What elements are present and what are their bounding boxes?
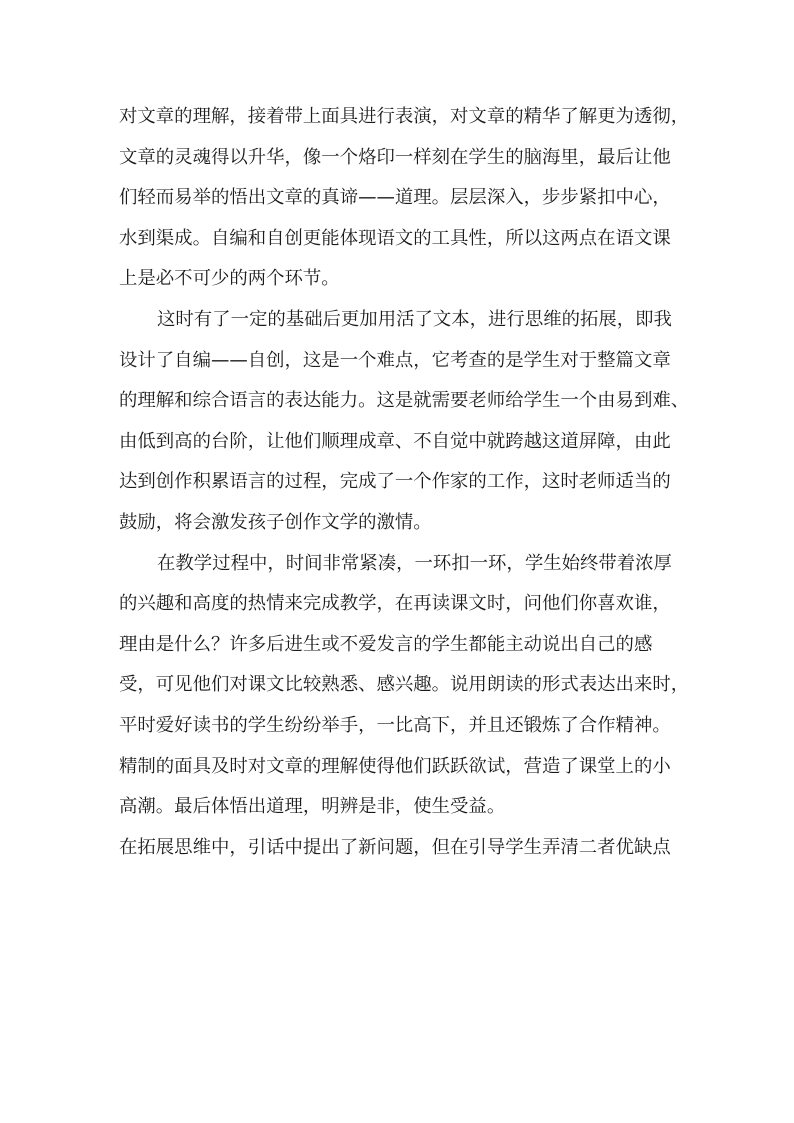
text-line: 设计了自编——自创，这是一个难点，它考查的是学生对于整篇文章 [119, 349, 671, 371]
text-line: 们轻而易举的悟出文章的真谛——道理。层层深入，步步紧扣中心， [119, 187, 671, 209]
paragraph-first-line: 这时有了一定的基础后更加用活了文本，进行思维的拓展，即我 [157, 308, 672, 330]
text-line: 高潮。最后体悟出道理，明辨是非，使生受益。 [119, 796, 506, 818]
text-line: 对文章的理解，接着带上面具进行表演，对文章的精华了解更为透彻， [119, 106, 690, 127]
text-line: 上是必不可少的两个环节。 [119, 268, 340, 290]
text-line: 的兴趣和高度的热情来完成教学，在再读课文时，问他们你喜欢谁， [119, 593, 671, 615]
paragraph-first-line: 在教学过程中，时间非常紧凑，一环扣一环，学生始终带着浓厚 [157, 552, 672, 574]
text-line: 鼓励，将会激发孩子创作文学的激情。 [119, 511, 432, 533]
text-line: 平时爱好读书的学生纷纷举手，一比高下，并且还锻炼了合作精神。 [119, 714, 671, 736]
text-line: 精制的面具及时对文章的理解使得他们跃跃欲试，营造了课堂上的小 [119, 755, 671, 777]
text-line: 达到创作积累语言的过程，完成了一个作家的工作，这时老师适当的 [119, 471, 671, 493]
text-line: 水到渠成。自编和自创更能体现语文的工具性，所以这两点在语文课 [119, 227, 671, 249]
text-line: 的理解和综合语言的表达能力。这是就需要老师给学生一个由易到难、 [119, 390, 690, 412]
body-text [119, 97, 690, 868]
paragraph-first-line: 在拓展思维中，引话中提出了新问题，但在引导学生弄清二者优缺点 [119, 836, 671, 858]
text-line: 文章的灵魂得以升华，像一个烙印一样刻在学生的脑海里，最后让他 [119, 146, 671, 168]
text-line: 理由是什么？许多后进生或不爱发言的学生都能主动说出自己的感 [119, 633, 653, 655]
text-line: 受，可见他们对课文比较熟悉、感兴趣。说用朗读的形式表达出来时， [119, 674, 690, 696]
text-line: 由低到高的台阶，让他们顺理成章、不自觉中就跨越这道屏障，由此 [119, 430, 671, 452]
